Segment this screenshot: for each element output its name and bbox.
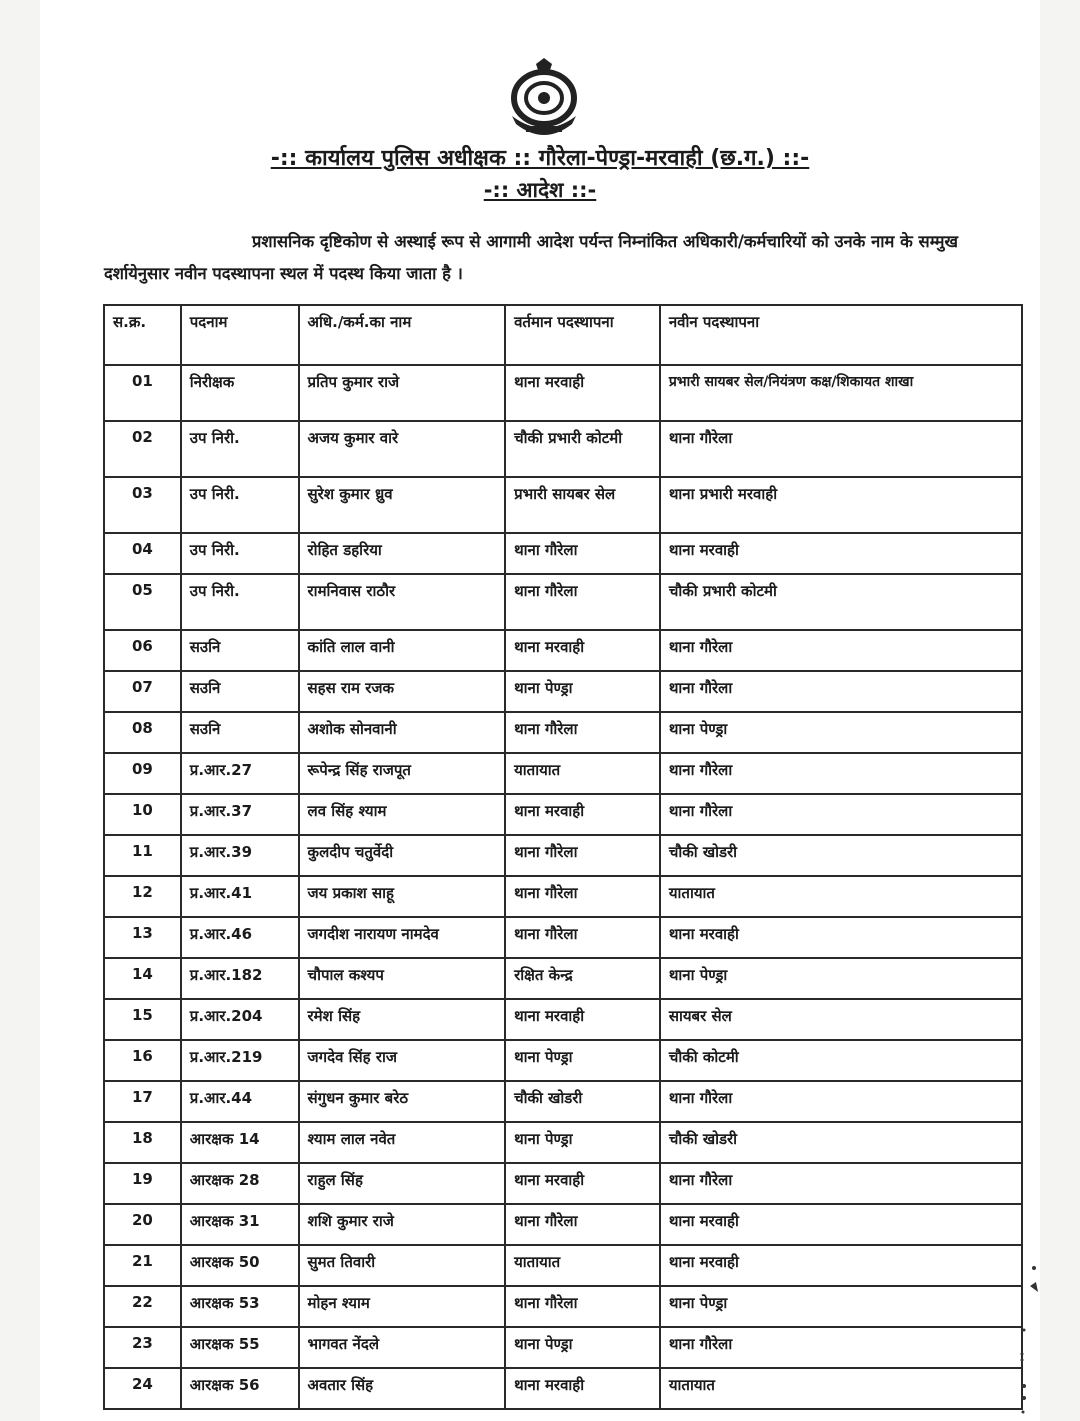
cell-new-posting: थाना गौरेला <box>660 1081 1022 1122</box>
cell-new-posting: चौकी कोटमी <box>660 1040 1022 1081</box>
cell-current-posting: थाना मरवाही <box>505 630 660 671</box>
cell-new-posting: थाना गौरेला <box>660 630 1022 671</box>
table-row <box>104 1286 1022 1327</box>
cell-name: श्याम लाल नवेत <box>299 1122 506 1163</box>
cell-current-posting: थाना मरवाही <box>505 999 660 1040</box>
police-emblem-icon <box>498 58 590 138</box>
cell-name: जगदेव सिंह राज <box>299 1040 506 1081</box>
cell-name: जगदीश नारायण नामदेव <box>299 917 506 958</box>
cell-name: सुरेश कुमार ध्रुव <box>299 477 506 533</box>
cell-current-posting: थाना गौरेला <box>505 1286 660 1327</box>
cell-current-posting: प्रभारी सायबर सेल <box>505 477 660 533</box>
cell-new-posting: चौकी खोडरी <box>660 1122 1022 1163</box>
cell-serial: 17 <box>104 1081 181 1122</box>
transfer-table <box>103 304 1023 1410</box>
table-row <box>104 630 1022 671</box>
cell-new-posting: यातायात <box>660 1368 1022 1409</box>
cell-current-posting: थाना गौरेला <box>505 835 660 876</box>
table-row <box>104 958 1022 999</box>
table-row <box>104 365 1022 421</box>
header-name: अधि./कर्म.का नाम <box>299 305 506 365</box>
cell-serial: 21 <box>104 1245 181 1286</box>
cell-rank: आरक्षक 31 <box>181 1204 299 1245</box>
cell-current-posting: थाना पेण्ड्रा <box>505 1122 660 1163</box>
cell-rank: उप निरी. <box>181 421 299 477</box>
cell-serial: 16 <box>104 1040 181 1081</box>
cell-rank: उप निरी. <box>181 533 299 574</box>
table-row <box>104 1163 1022 1204</box>
cell-new-posting: थाना प्रभारी मरवाही <box>660 477 1022 533</box>
cell-name: कांति लाल वानी <box>299 630 506 671</box>
cell-current-posting: चौकी प्रभारी कोटमी <box>505 421 660 477</box>
cell-serial: 03 <box>104 477 181 533</box>
cell-rank: उप निरी. <box>181 574 299 630</box>
cell-name: जय प्रकाश साहू <box>299 876 506 917</box>
table-row <box>104 477 1022 533</box>
cell-current-posting: यातायात <box>505 753 660 794</box>
cell-new-posting: थाना गौरेला <box>660 421 1022 477</box>
cell-current-posting: थाना मरवाही <box>505 1163 660 1204</box>
table-row <box>104 533 1022 574</box>
cell-name: भागवत नेंदले <box>299 1327 506 1368</box>
cell-rank: सउनि <box>181 630 299 671</box>
cell-name: राहुल सिंह <box>299 1163 506 1204</box>
cell-name: कुलदीप चतुर्वेदी <box>299 835 506 876</box>
cell-serial: 18 <box>104 1122 181 1163</box>
cell-new-posting: सायबर सेल <box>660 999 1022 1040</box>
cell-new-posting: थाना गौरेला <box>660 671 1022 712</box>
cell-name: मोहन श्याम <box>299 1286 506 1327</box>
cell-name: अशोक सोनवानी <box>299 712 506 753</box>
cell-new-posting: थाना पेण्ड्रा <box>660 1286 1022 1327</box>
cell-rank: प्र.आर.39 <box>181 835 299 876</box>
cell-rank: आरक्षक 50 <box>181 1245 299 1286</box>
cell-current-posting: थाना गौरेला <box>505 917 660 958</box>
table-row <box>104 1327 1022 1368</box>
order-title: -:: आदेश ::- <box>483 178 597 202</box>
cell-rank: प्र.आर.46 <box>181 917 299 958</box>
cell-rank: उप निरी. <box>181 477 299 533</box>
cell-serial: 04 <box>104 533 181 574</box>
cell-current-posting: थाना पेण्ड्रा <box>505 1040 660 1081</box>
cell-new-posting: थाना पेण्ड्रा <box>660 958 1022 999</box>
cell-serial: 15 <box>104 999 181 1040</box>
office-title: -:: कार्यालय पुलिस अधीक्षक :: गौरेला-पेण्ड्रा-मरवाही (छ.ग.) ::- <box>270 146 810 171</box>
cell-new-posting: थाना गौरेला <box>660 1327 1022 1368</box>
header-new-posting: नवीन पदस्थापना <box>660 305 1022 365</box>
cell-rank: प्र.आर.44 <box>181 1081 299 1122</box>
cell-serial: 20 <box>104 1204 181 1245</box>
cell-rank: प्र.आर.41 <box>181 876 299 917</box>
cell-new-posting: थाना मरवाही <box>660 1204 1022 1245</box>
cell-rank: आरक्षक 56 <box>181 1368 299 1409</box>
cell-serial: 09 <box>104 753 181 794</box>
cell-current-posting: थाना मरवाही <box>505 365 660 421</box>
table-row <box>104 671 1022 712</box>
cell-serial: 13 <box>104 917 181 958</box>
cell-rank: प्र.आर.27 <box>181 753 299 794</box>
cell-new-posting: थाना मरवाही <box>660 533 1022 574</box>
cell-current-posting: थाना गौरेला <box>505 574 660 630</box>
cell-current-posting: चौकी खोडरी <box>505 1081 660 1122</box>
cell-current-posting: थाना गौरेला <box>505 876 660 917</box>
cell-current-posting: यातायात <box>505 1245 660 1286</box>
cell-serial: 02 <box>104 421 181 477</box>
header-current-posting: वर्तमान पदस्थापना <box>505 305 660 365</box>
table-row <box>104 712 1022 753</box>
cell-rank: सउनि <box>181 712 299 753</box>
intro-paragraph: प्रशासनिक दृष्टिकोण से अस्थाई रूप से आगामी आदेश पर्यन्त निम्नांकित अधिकारी/कर्मचारियों को उनके नाम के सम्मुख दर्शायेनुसार नवीन पदस्थापना स्थल में पदस्थ किया जाता है । <box>104 232 958 283</box>
cell-rank: आरक्षक 55 <box>181 1327 299 1368</box>
cell-rank: सउनि <box>181 671 299 712</box>
cell-name: शशि कुमार राजे <box>299 1204 506 1245</box>
cell-new-posting: थाना गौरेला <box>660 794 1022 835</box>
table-row <box>104 1081 1022 1122</box>
table-row <box>104 1122 1022 1163</box>
table-row <box>104 1040 1022 1081</box>
cell-name: अजय कुमार वारे <box>299 421 506 477</box>
cell-new-posting: थाना गौरेला <box>660 1163 1022 1204</box>
cell-name: रूपेन्द्र सिंह राजपूत <box>299 753 506 794</box>
cell-serial: 08 <box>104 712 181 753</box>
cell-name: रामनिवास राठौर <box>299 574 506 630</box>
cell-current-posting: थाना पेण्ड्रा <box>505 671 660 712</box>
table-row <box>104 835 1022 876</box>
cell-new-posting: चौकी खोडरी <box>660 835 1022 876</box>
cell-rank: आरक्षक 28 <box>181 1163 299 1204</box>
cell-current-posting: थाना गौरेला <box>505 712 660 753</box>
cell-name: प्रतिप कुमार राजे <box>299 365 506 421</box>
cell-rank: प्र.आर.182 <box>181 958 299 999</box>
header-rank: पदनाम <box>181 305 299 365</box>
cell-name: अवतार सिंह <box>299 1368 506 1409</box>
cell-new-posting: यातायात <box>660 876 1022 917</box>
cell-serial: 24 <box>104 1368 181 1409</box>
cell-current-posting: थाना गौरेला <box>505 1204 660 1245</box>
cell-name: रमेश सिंह <box>299 999 506 1040</box>
cell-name: रोहित डहरिया <box>299 533 506 574</box>
cell-rank: प्र.आर.37 <box>181 794 299 835</box>
cell-rank: प्र.आर.219 <box>181 1040 299 1081</box>
table-row <box>104 574 1022 630</box>
cell-serial: 05 <box>104 574 181 630</box>
cell-name: लव सिंह श्याम <box>299 794 506 835</box>
cell-new-posting: प्रभारी सायबर सेल/नियंत्रण कक्ष/शिकायत शाखा <box>660 365 1022 421</box>
cell-name: चौपाल कश्यप <box>299 958 506 999</box>
cell-rank: निरीक्षक <box>181 365 299 421</box>
table-row <box>104 1204 1022 1245</box>
table-row <box>104 876 1022 917</box>
cell-serial: 14 <box>104 958 181 999</box>
cell-serial: 11 <box>104 835 181 876</box>
cell-new-posting: थाना मरवाही <box>660 917 1022 958</box>
table-row <box>104 1245 1022 1286</box>
table-row <box>104 794 1022 835</box>
header-serial: स.क्र. <box>104 305 181 365</box>
table-header-row <box>104 305 1022 365</box>
cell-name: सहस राम रजक <box>299 671 506 712</box>
cell-serial: 06 <box>104 630 181 671</box>
cell-current-posting: थाना पेण्ड्रा <box>505 1327 660 1368</box>
table-row <box>104 1368 1022 1409</box>
cell-serial: 23 <box>104 1327 181 1368</box>
table-row <box>104 753 1022 794</box>
cell-rank: प्र.आर.204 <box>181 999 299 1040</box>
cell-current-posting: रक्षित केन्द्र <box>505 958 660 999</box>
cell-name: सुमत तिवारी <box>299 1245 506 1286</box>
cell-serial: 01 <box>104 365 181 421</box>
cell-serial: 12 <box>104 876 181 917</box>
cell-current-posting: थाना मरवाही <box>505 794 660 835</box>
cell-serial: 19 <box>104 1163 181 1204</box>
cell-serial: 22 <box>104 1286 181 1327</box>
cell-rank: आरक्षक 14 <box>181 1122 299 1163</box>
cell-rank: आरक्षक 53 <box>181 1286 299 1327</box>
table-row <box>104 421 1022 477</box>
cell-new-posting: थाना मरवाही <box>660 1245 1022 1286</box>
table-row <box>104 999 1022 1040</box>
cell-current-posting: थाना गौरेला <box>505 533 660 574</box>
cell-new-posting: थाना पेण्ड्रा <box>660 712 1022 753</box>
cell-name: संगुधन कुमार बरेठ <box>299 1081 506 1122</box>
table-row <box>104 917 1022 958</box>
cell-serial: 07 <box>104 671 181 712</box>
cell-current-posting: थाना मरवाही <box>505 1368 660 1409</box>
cell-new-posting: चौकी प्रभारी कोटमी <box>660 574 1022 630</box>
scan-artifact-icon <box>1018 1258 1048 1418</box>
cell-new-posting: थाना गौरेला <box>660 753 1022 794</box>
cell-serial: 10 <box>104 794 181 835</box>
